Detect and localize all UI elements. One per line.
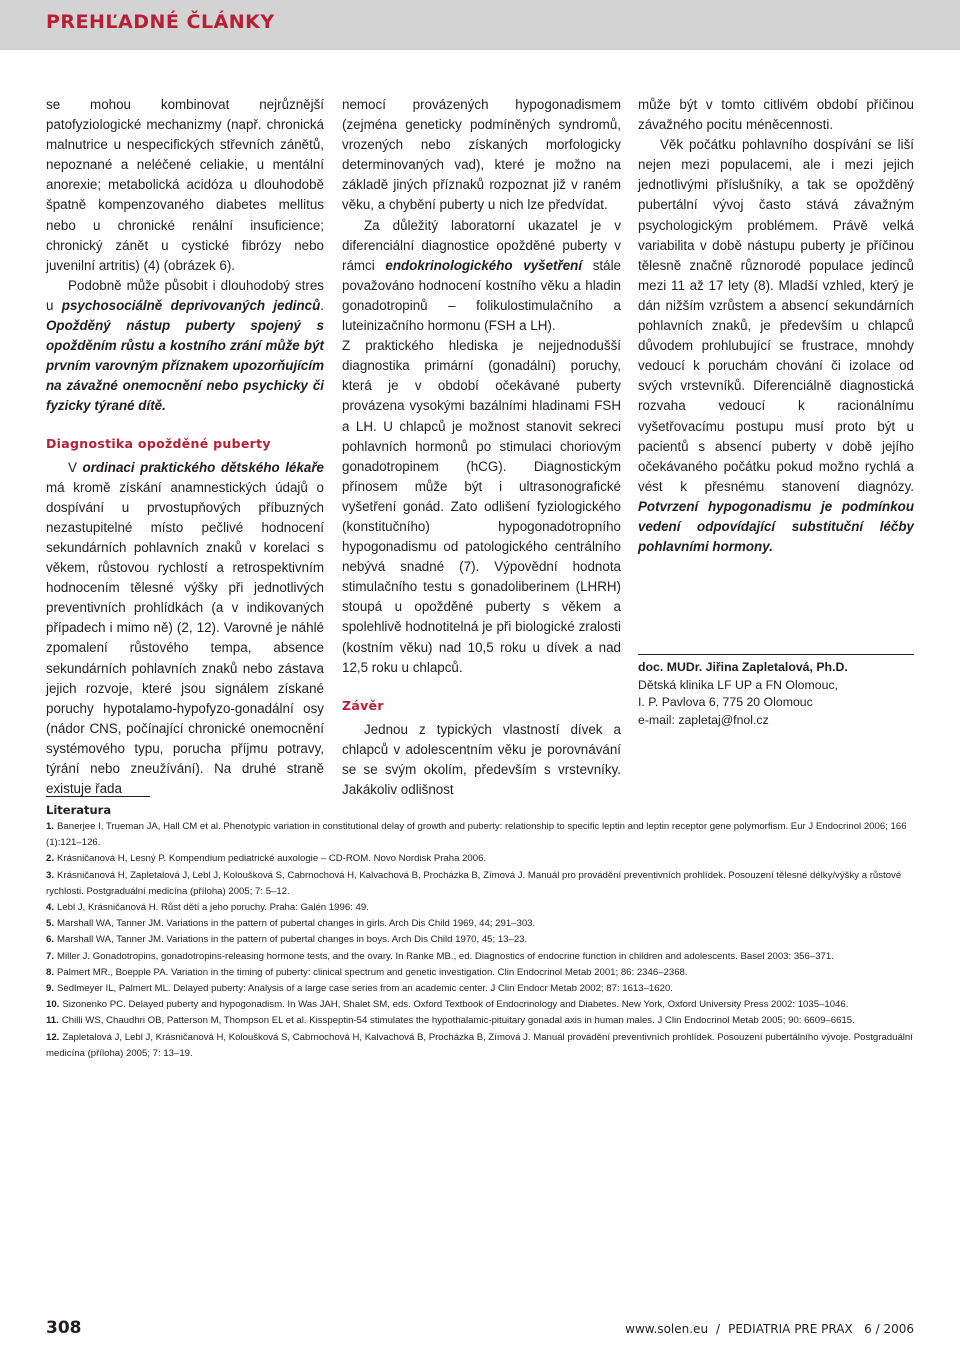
paragraph: může být v tomto citlivém období příčinou závažného pocitu méněcennosti. (638, 97, 914, 133)
text-run: Podobně může působit i dlouhodobý stres u (46, 277, 324, 313)
reference-number: 4. (46, 902, 55, 914)
literature-section (46, 796, 914, 1062)
author-block (638, 654, 914, 729)
author-address: I. P. Pavlova 6, 775 20 Olomouc (638, 695, 813, 710)
author-email: e-mail: zapletaj@fnol.cz (638, 712, 769, 727)
divider (46, 796, 150, 797)
reference-item (46, 1030, 914, 1062)
reference-number: 6. (46, 934, 55, 946)
reference-text: Sizonenko PC. Delayed puberty and hypogonadism. In Was JAH, Shalet SM, eds. Oxford Textbook of Endocrinology and Diabetes. New York, Oxford University Press 2002: 1035–1046. (62, 999, 849, 1011)
reference-text: Krásničanová H, Lesný P. Kompendium pediatrické auxologie – CD-ROM. Novo Nordisk Praha 2006. (57, 853, 487, 865)
column-2 (342, 95, 621, 800)
footer-separator: / (716, 1322, 721, 1336)
reference-item (46, 981, 914, 997)
reference-number: 3. (46, 869, 55, 881)
reference-item (46, 932, 914, 948)
section-title: PREHĽADNÉ ČLÁNKY (46, 11, 275, 33)
text-run: stále považováno hodnocení kostního věku a hladin gonadotropinů – folikulostimulačního a luteinizačního hormonu (FSH a LH). (342, 257, 621, 334)
reference-number: 11. (46, 1015, 59, 1027)
reference-text: Palmert MR., Boepple PA. Variation in the timing of puberty: clinical spectrum and genetic investigation. Clin Endocrinol Metab 2001; 86: 2346–2368. (57, 966, 688, 978)
reference-text: Krásničanová H, Zapletalová J, Lebl J, Koloušková S, Cabrnochová H, Kalvachová B, Procházka B, Zímová J. Manuál pro provádění preventivních prohlídek. Posouzení tělesné délky/výšky a růstové rychlosti. Postgraduální medicína (příloha) 2005; 7: 5–12. (46, 869, 902, 897)
reference-text: Zapletalová J, Lebl J, Krásničanová H, Koloušková S, Cabrnochová H, Kalvachová B, Procházka B, Zímová J. Manuál provádění preventivních prohlídek. Posouzení pubertálního vývoje. Postgraduální medicína (příloha) 2005; 7: 13–19. (46, 1031, 913, 1059)
author-name: doc. MUDr. Jiřina Zapletalová, Ph.D. (638, 660, 848, 674)
section-heading: Závěr (342, 697, 384, 713)
reference-text: Banerjee I, Trueman JA, Hall CM et al. Phenotypic variation in constitutional delay of growth and puberty: relationship to specific leptin and leptin receptor gene polymorfism. Eur J Endocrinol 2006; 166 (1):121–126. (46, 821, 907, 849)
emphasis: psychosociálně deprivovaných jedinců (61, 297, 321, 313)
reference-number: 10. (46, 999, 60, 1011)
text-run: Věk počátku pohlavního dospívání se liší nejen mezi populacemi, ale i mezi jejich jednotlivými příslušníky, a tak se opožděný pubertální vývoj často stává závažným psychologickým problémem. Právě velká variabilita v době nástupu puberty je příčinou tělesně značně různorodé populace jedinců mezi 11 až 17 lety (8). Mladší vzhled, který je dán nižším vzrůstem a absencí sekundárních pohlavních znaků, je především u chlapců důvodem prohlubující se frustrace, mnohdy vedoucí k poruchám chování či izolace od svých vrstevníků. Diferenciálně diagnostická rozvaha vedoucí k racionálnímu vyšetřovacímu postupu musí proto být u pacientů s absencí puberty v době jejího očekávaného počátku pokud možno rychlá a vést k přesnému stanovení diagnózy. (638, 137, 914, 494)
page-number: 308 (46, 1318, 82, 1338)
paragraph (46, 458, 324, 800)
reference-text: Sedlmeyer IL, Palmert ML. Delayed puberty: Analysis of a large case series from an academic center. J Clin Endocr Metab 2002; 87: 1613–1620. (57, 983, 673, 995)
reference-item (46, 868, 914, 900)
reference-item (46, 965, 914, 981)
reference-number: 9. (46, 983, 55, 995)
reference-number: 7. (46, 950, 55, 962)
reference-number: 1. (46, 821, 55, 832)
paragraph (46, 276, 324, 417)
reference-item (46, 819, 914, 851)
section-heading: Diagnostika opožděné puberty (46, 435, 271, 451)
reference-item (46, 997, 914, 1013)
reference-number: 2. (46, 853, 55, 865)
emphasis: ordinaci praktického dětského lékaře (82, 459, 325, 475)
emphasis: Opožděný nástup puberty spojený s opožděním růstu a kostního zrání může být prvním varovným příznakem upozorňujícím na závažné onemocnění nebo psychicky či fyzicky týrané dítě. (46, 318, 324, 414)
reference-list (46, 819, 914, 1062)
text-run: V (68, 459, 83, 475)
reference-number: 5. (46, 918, 55, 930)
reference-text: Chilli WS, Chaudhri OB, Patterson M, Thompson EL et al. Kisspeptin-54 stimulates the hypothalamic-pituitary gonadal axis in human males. J Clin Endocrinol Metab 2005; 90: 6609–6615. (61, 1015, 855, 1027)
paragraph: se mohou kombinovat nejrůznější patofyziologické mechanizmy (např. chronická malnutrice u nespecifických střevních zánětů, nepoznané a neléčené celiakie, u mentální anorexie; metabolická acidóza u dlouhodobě špatně kompenzovaného diabetes mellitus nebo u chronické renální insuficience; chronický zánět u cystické fibrózy nebo juvenilní artritis) (4) (obrázek 6). (46, 97, 324, 273)
column-3 (638, 95, 914, 557)
footer-journal: PEDIATRIA PRE PRAX (728, 1322, 853, 1336)
paragraph (342, 216, 621, 337)
emphasis: endokrinologického vyšetření (385, 257, 583, 273)
reference-item (46, 916, 914, 932)
column-1 (46, 95, 324, 799)
paragraph: Z praktického hlediska je nejjednodušší diagnostika primární (gonadální) poruchy, která je v období očekávané puberty provázena vysokými bazálními hladinami FSH a LH. U chlapců je možnost stanovit sekreci pohlavních hormonů po stimulaci choriovým gonadotropinem (hCG). Diagnostickým přínosem může být i ultrasonografické vyšetření gonád. Zato odlišení fyziologického (konstitučního) hypogonadotropního hypogonadismu od patologického centrálního nebývá snadné (7). Výpovědní hodnota stimulačního testu s gonadoliberinem (LHRH) stoupá u opožděné puberty s věkem a spolehlivě hodnotitelná je při biologické zralosti (kostním věku) nad 10,5 roku u dívek a nad 12,5 roku u chlapců. (342, 338, 621, 675)
text-run: má kromě získání anamnestických údajů o dospívání u prvostupňových příbuzných nezastupitelné místo pečlivé hodnocení sekundárních pohlavních znaků v korelaci s věkem, růstovou rychlostí a retrospektivním hodnocením tělesné výšky při jednotlivých preventivních prohlídkách (a v indikovaných případech i mimo ně) (2, 12). Varovné je náhlé zpomalení růstového tempa, absence sekundárních pohlavních znaků nebo zástava jejich rozvoje, které jsou signálem získané poruchy hypotalamo-hypofyzo-gonadální osy (nádor CNS, počínající chronické onemocnění systémového typu, porucha příjmu potravy, týrání nebo zneužívání). Na druhé straně existuje řada (46, 479, 324, 797)
footer-url: www.solen.eu (625, 1322, 709, 1336)
paragraph: Jednou z typických vlastností dívek a chlapců v adolescentním věku je porovnávání se se svým okolím, především s vrstevníky. Jakákoliv odlišnost (342, 721, 621, 798)
reference-text: Miller J. Gonadotropins, gonadotropins-releasing hormone tests, and the ovary. In Ranke MB., ed. Diagnostics of endocrine function in children and adolescents. Basel 2003: 356–371. (57, 950, 834, 962)
reference-item (46, 900, 914, 916)
reference-item (46, 1013, 914, 1029)
literature-title: Literatura (46, 803, 112, 817)
paragraph (638, 135, 914, 557)
reference-number: 8. (46, 966, 55, 978)
text-run: . (320, 297, 325, 313)
paragraph: nemocí provázených hypogonadismem (zejména geneticky podmíněných syndromů, vrozených nebo získaných morfologicky determinovaných vad), které je možno na základě jiných příznaků rozpoznat již v raném věku, a chybění puberty u nich lze předvídat. (342, 97, 621, 213)
reference-text: Lebl J, Krásničanová H. Růst dětí a jeho poruchy. Praha: Galén 1996: 49. (57, 902, 369, 914)
text-run: Za důležitý laboratorní ukazatel je v diferenciální diagnostice opožděné puberty v rámci (342, 217, 621, 273)
reference-text: Marshall WA, Tanner JM. Variations in the pattern of pubertal changes in boys. Arch Dis Child 1970, 45; 13–23. (57, 934, 528, 946)
footer-issue: 6 / 2006 (864, 1322, 914, 1336)
emphasis: Potvrzení hypogonadismu je podmínkou vedení odpovídající substituční léčby pohlavními hormony. (638, 498, 914, 555)
reference-number: 12. (46, 1031, 60, 1043)
author-affiliation: Dětská klinika LF UP a FN Olomouc, (638, 677, 839, 692)
reference-item (46, 949, 914, 965)
reference-text: Marshall WA, Tanner JM. Variations in the pattern of pubertal changes in girls. Arch Dis Child 1969, 44; 291–303. (57, 918, 536, 930)
reference-item (46, 851, 914, 867)
header-band (0, 0, 960, 50)
footer-info (625, 1322, 914, 1336)
